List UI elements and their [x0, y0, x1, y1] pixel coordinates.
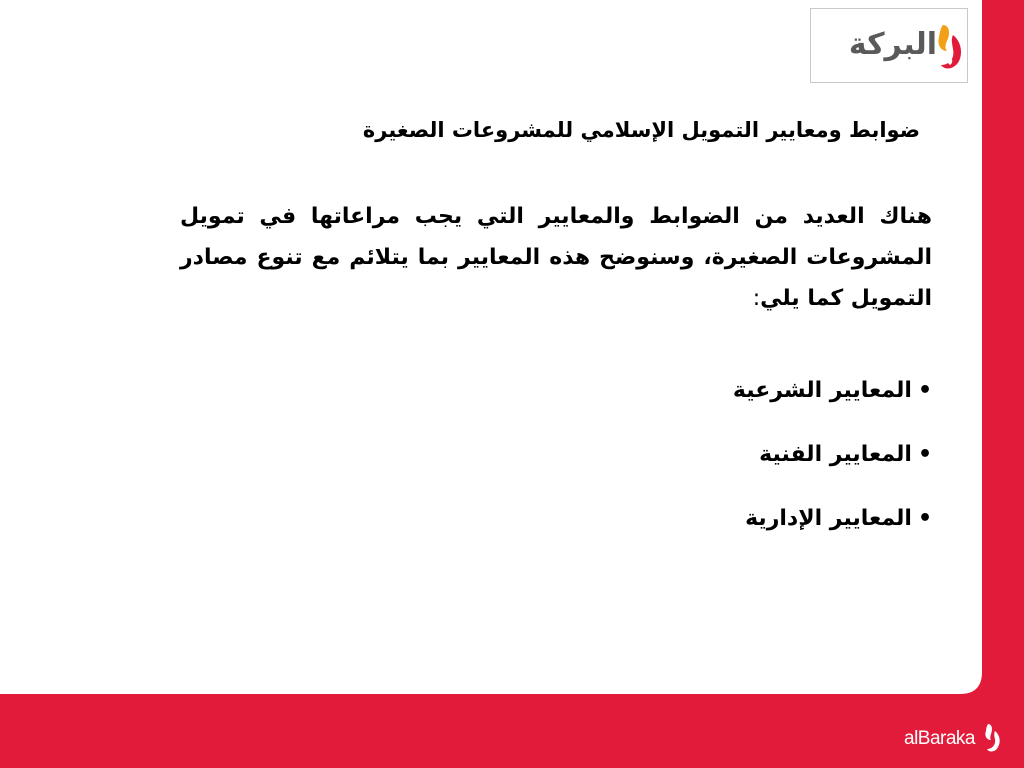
list-item-text: المعايير الشرعية — [732, 378, 912, 403]
list-item — [400, 496, 932, 560]
footer-logo-text: alBaraka — [904, 728, 975, 749]
list-item-text: المعايير الفنية — [759, 442, 912, 467]
bullet-marker: • — [917, 378, 932, 403]
slide-title: ضوابط ومعايير التمويل الإسلامي للمشروعات الصغيرة — [362, 118, 920, 142]
albaraka-drop-mark-icon — [982, 722, 1002, 754]
bottom-red-band — [0, 648, 1024, 768]
intro-paragraph — [180, 196, 932, 319]
bullet-marker: • — [917, 506, 932, 531]
albaraka-logo — [810, 8, 968, 83]
list-item — [400, 432, 932, 496]
intro-text: هناك العديد من الضوابط والمعايير التي يجب مراعاتها في تمويل المشروعات الصغيرة، وسنوضح هذه المعايير بما يتلائم مع تنوع مصادر التمويل كما يلي — [180, 204, 932, 311]
criteria-list — [400, 368, 932, 560]
logo-arabic-text: البركة — [848, 27, 937, 62]
albaraka-drop-mark-icon — [933, 21, 965, 73]
list-item-text: المعايير الإدارية — [745, 506, 912, 531]
intro-colon: : — [752, 286, 761, 311]
bullet-marker: • — [917, 442, 932, 467]
list-item — [400, 368, 932, 432]
footer-albaraka-logo — [898, 722, 1008, 758]
